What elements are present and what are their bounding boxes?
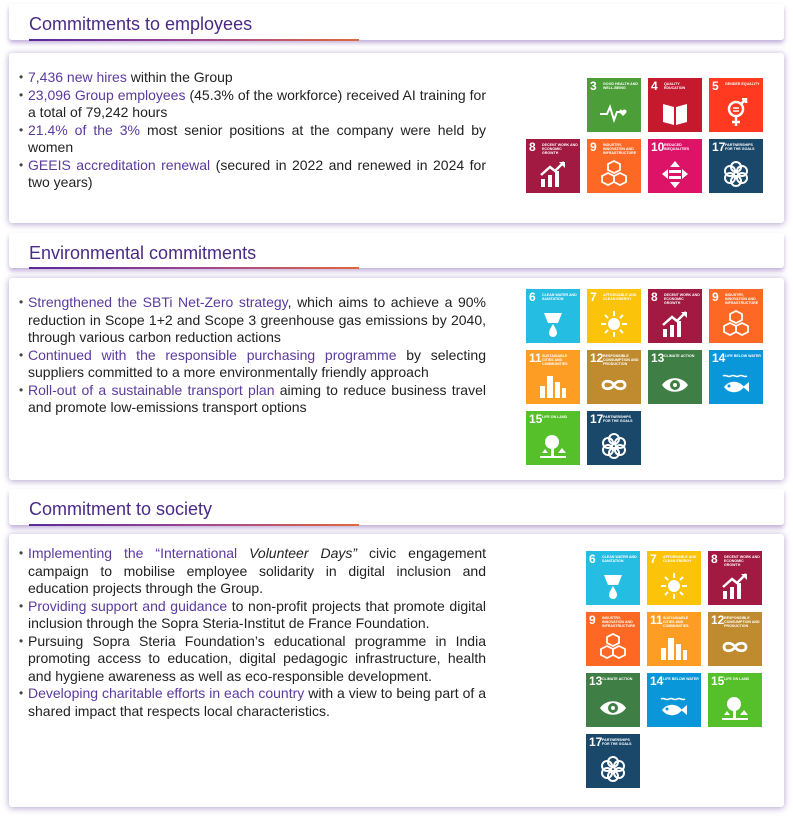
sdg-label: CLEAN WATER AND SANITATION [602,555,637,564]
sdg-label: REDUCED INEQUALITIES [664,143,690,152]
sdg-number: 15 [711,674,725,688]
sdg-label: LIFE ON LAND [724,677,750,681]
equality-icon [660,159,690,189]
sdg-tile-7 [587,289,641,343]
growth-icon [660,309,690,339]
sdg-number: 9 [590,140,597,154]
sdg-tile-9 [587,139,641,193]
sdg-tile-6 [526,289,580,343]
sdg-number: 17 [589,735,603,749]
body-text: within the Group [126,69,233,85]
sdg-tile-5 [709,78,763,132]
cubes-icon [599,159,629,189]
section-card-employees [9,53,784,223]
bullet-item [19,685,486,720]
bullet-item [19,382,486,417]
sdg-label: DECENT WORK AND ECONOMIC GROWTH [664,293,700,306]
sdg-number: 4 [651,79,658,93]
title-underline [29,267,359,269]
book-icon [660,98,690,128]
bullet-item [19,157,486,192]
heartbeat-icon [599,98,629,128]
sdg-tile-8 [526,139,580,193]
sdg-number: 11 [529,351,542,365]
sdg-label: DECENT WORK AND ECONOMIC GROWTH [724,555,760,568]
sdg-label: RESPONSIBLE CONSUMPTION AND PRODUCTION [603,354,639,367]
sdg-label: DECENT WORK AND ECONOMIC GROWTH [542,143,578,156]
tree-icon [538,431,568,461]
sdg-number: 7 [650,552,657,566]
bullet-item [19,598,486,633]
highlight-text: 23,096 Group employees [28,86,186,103]
sdg-label: INDUSTRY, INNOVATION AND INFRASTRUCTURE [602,616,636,629]
sdg-number: 15 [529,412,543,426]
sdg-number: 8 [529,140,536,154]
section-header-employees [9,4,784,40]
highlight-text: 7,436 new hires [28,69,127,85]
body-text: to non-profit projects that promote digital inclusion through the Sopra Steria-Institut de France Foundation. [28,597,486,631]
city-icon [659,632,689,662]
sdg-label: GENDER EQUALITY [725,82,760,86]
section-card-environment [9,278,784,480]
sdg-tile-7 [647,551,701,605]
sdg-tile-11 [647,612,701,666]
sdg-label: PARTNERSHIPS FOR THE GOALS [725,143,755,152]
sdg-number: 13 [651,351,665,365]
sdg-label: CLIMATE ACTION [602,677,633,681]
bullet-item [19,633,486,686]
sun-icon [599,309,629,339]
sdg-tile-4 [648,78,702,132]
eye-icon [598,693,628,723]
bullet-list [19,69,486,192]
sdg-tile-13 [648,350,702,404]
sdg-tile-17 [587,411,641,465]
infinity-icon [720,632,750,662]
sdg-tile-17 [586,734,640,788]
sdg-number: 13 [589,674,603,688]
sdg-number: 14 [712,351,726,365]
cubes-icon [721,309,751,339]
emphasis-text: Volunteer Days” [249,545,358,561]
body-text: civic engagement campaign to mobilise employee solidarity in digital inclusion and education projects through the Group. [28,545,487,596]
bullet-item [19,122,486,157]
sdg-tile-14 [709,350,763,404]
sdg-tile-10 [648,139,702,193]
sdg-label: INDUSTRY, INNOVATION AND INFRASTRUCTURE [725,293,759,306]
sdg-number: 14 [650,674,664,688]
sdg-tile-3 [587,78,641,132]
section-header-environment [9,233,784,268]
water-icon [538,309,568,339]
sdg-label: AFFORDABLE AND CLEAN ENERGY [603,293,637,302]
water-icon [598,571,628,601]
title-underline [29,524,359,526]
highlight-text: Continued with the responsible purchasing programme [28,346,397,363]
highlight-text: Implementing the “International [28,545,250,561]
sdg-number: 9 [589,613,596,627]
sdg-number: 8 [711,552,718,566]
sdg-tile-9 [586,612,640,666]
fish-icon [721,370,751,400]
sdg-label: PARTNERSHIPS FOR THE GOALS [602,738,632,747]
sdg-label: AFFORDABLE AND CLEAN ENERGY [663,555,697,564]
section-title: Environmental commitments [29,243,257,263]
section-title: Commitments to employees [29,14,253,34]
sdg-tile-15 [526,411,580,465]
sdg-tile-17 [709,139,763,193]
sdg-tile-9 [709,289,763,343]
sdg-label: QUALITY EDUCATION [664,82,686,91]
sdg-label: CLEAN WATER AND SANITATION [542,293,577,302]
sdg-label: PARTNERSHIPS FOR THE GOALS [603,415,633,424]
sdg-number: 10 [651,140,665,154]
sdg-tile-11 [526,350,580,404]
sdg-tile-6 [586,551,640,605]
body-text: (secured in 2022 and renewed in 2024 for two years) [28,156,486,190]
bullet-item [19,294,486,347]
bullet-item [19,69,486,87]
cubes-icon [598,632,628,662]
sdg-label: LIFE ON LAND [542,415,568,419]
sdg-tile-12 [708,612,762,666]
sdg-label: GOOD HEALTH AND WELL-BEING [603,82,638,91]
section-title: Commitment to society [29,499,213,519]
sun-icon [659,571,689,601]
sdg-tile-15 [708,673,762,727]
highlight-text: GEEIS accreditation renewal [28,156,211,173]
sdg-tile-13 [586,673,640,727]
body-text: (45.3% of the workforce) received AI training for a total of 79,242 hours [28,86,486,120]
title-underline [29,39,359,41]
sdg-number: 9 [712,290,719,304]
gender-icon [721,98,751,128]
sdg-label: LIFE BELOW WATER [725,354,761,358]
body-text: most senior positions at the company were held by women [28,121,486,155]
section-header-society [9,489,784,525]
growth-icon [538,159,568,189]
flower-icon [721,159,751,189]
body-text: by selecting suppliers committed to a more environmentally friendly approach [28,346,486,380]
bullet-list [19,294,486,417]
body-text: aiming to reduce business travel and promote low-emissions transport options [28,381,486,415]
sdg-number: 5 [712,79,719,93]
sdg-label: INDUSTRY, INNOVATION AND INFRASTRUCTURE [603,143,637,156]
body-text: , which aims to achieve a 90% reduction in Scope 1+2 and Scope 3 greenhouse gas emissions by 2040, through various carbon reduction actions [28,294,486,345]
highlight-text: 21.4% of the 3% [28,121,140,138]
sdg-number: 8 [651,290,658,304]
sdg-tile-8 [708,551,762,605]
body-text: Pursuing Sopra Steria Foundation’s educational programme in India promoting access to education, digital pedagogic infrastructure, health and hygiene awareness as well as eco-responsible development. [28,632,486,684]
sdg-number: 11 [650,613,663,627]
sdg-label: RESPONSIBLE CONSUMPTION AND PRODUCTION [724,616,760,629]
highlight-text: Providing support and guidance [28,597,228,614]
highlight-text: Roll-out of a sustainable transport plan [28,381,275,398]
flower-icon [599,431,629,461]
infinity-icon [599,370,629,400]
sdg-label: CLIMATE ACTION [664,354,695,358]
sdg-number: 3 [590,79,597,93]
sdg-number: 17 [712,140,726,154]
body-text: with a view to being part of a shared impact that respects local characteristics. [28,685,487,719]
tree-icon [720,693,750,723]
sdg-number: 7 [590,290,597,304]
city-icon [538,370,568,400]
section-card-society [9,534,784,807]
sdg-label: SUSTAINABLE CITIES AND COMMUNITIES [663,616,689,629]
eye-icon [660,370,690,400]
bullet-item [19,87,486,122]
flower-icon [598,754,628,784]
bullet-list [19,545,486,720]
sdg-number: 12 [590,351,604,365]
sdg-number: 12 [711,613,725,627]
sdg-tile-8 [648,289,702,343]
sdg-label: LIFE BELOW WATER [663,677,699,681]
sdg-number: 6 [589,552,596,566]
sdg-label: SUSTAINABLE CITIES AND COMMUNITIES [542,354,568,367]
sdg-number: 6 [529,290,536,304]
highlight-text: Strengthened the SBTi Net-Zero strategy [28,294,288,310]
growth-icon [720,571,750,601]
bullet-item [19,347,486,382]
sdg-tile-12 [587,350,641,404]
highlight-text: Developing charitable efforts in each country [28,685,305,701]
bullet-item [19,545,486,598]
fish-icon [659,693,689,723]
sdg-number: 17 [590,412,604,426]
sdg-tile-14 [647,673,701,727]
